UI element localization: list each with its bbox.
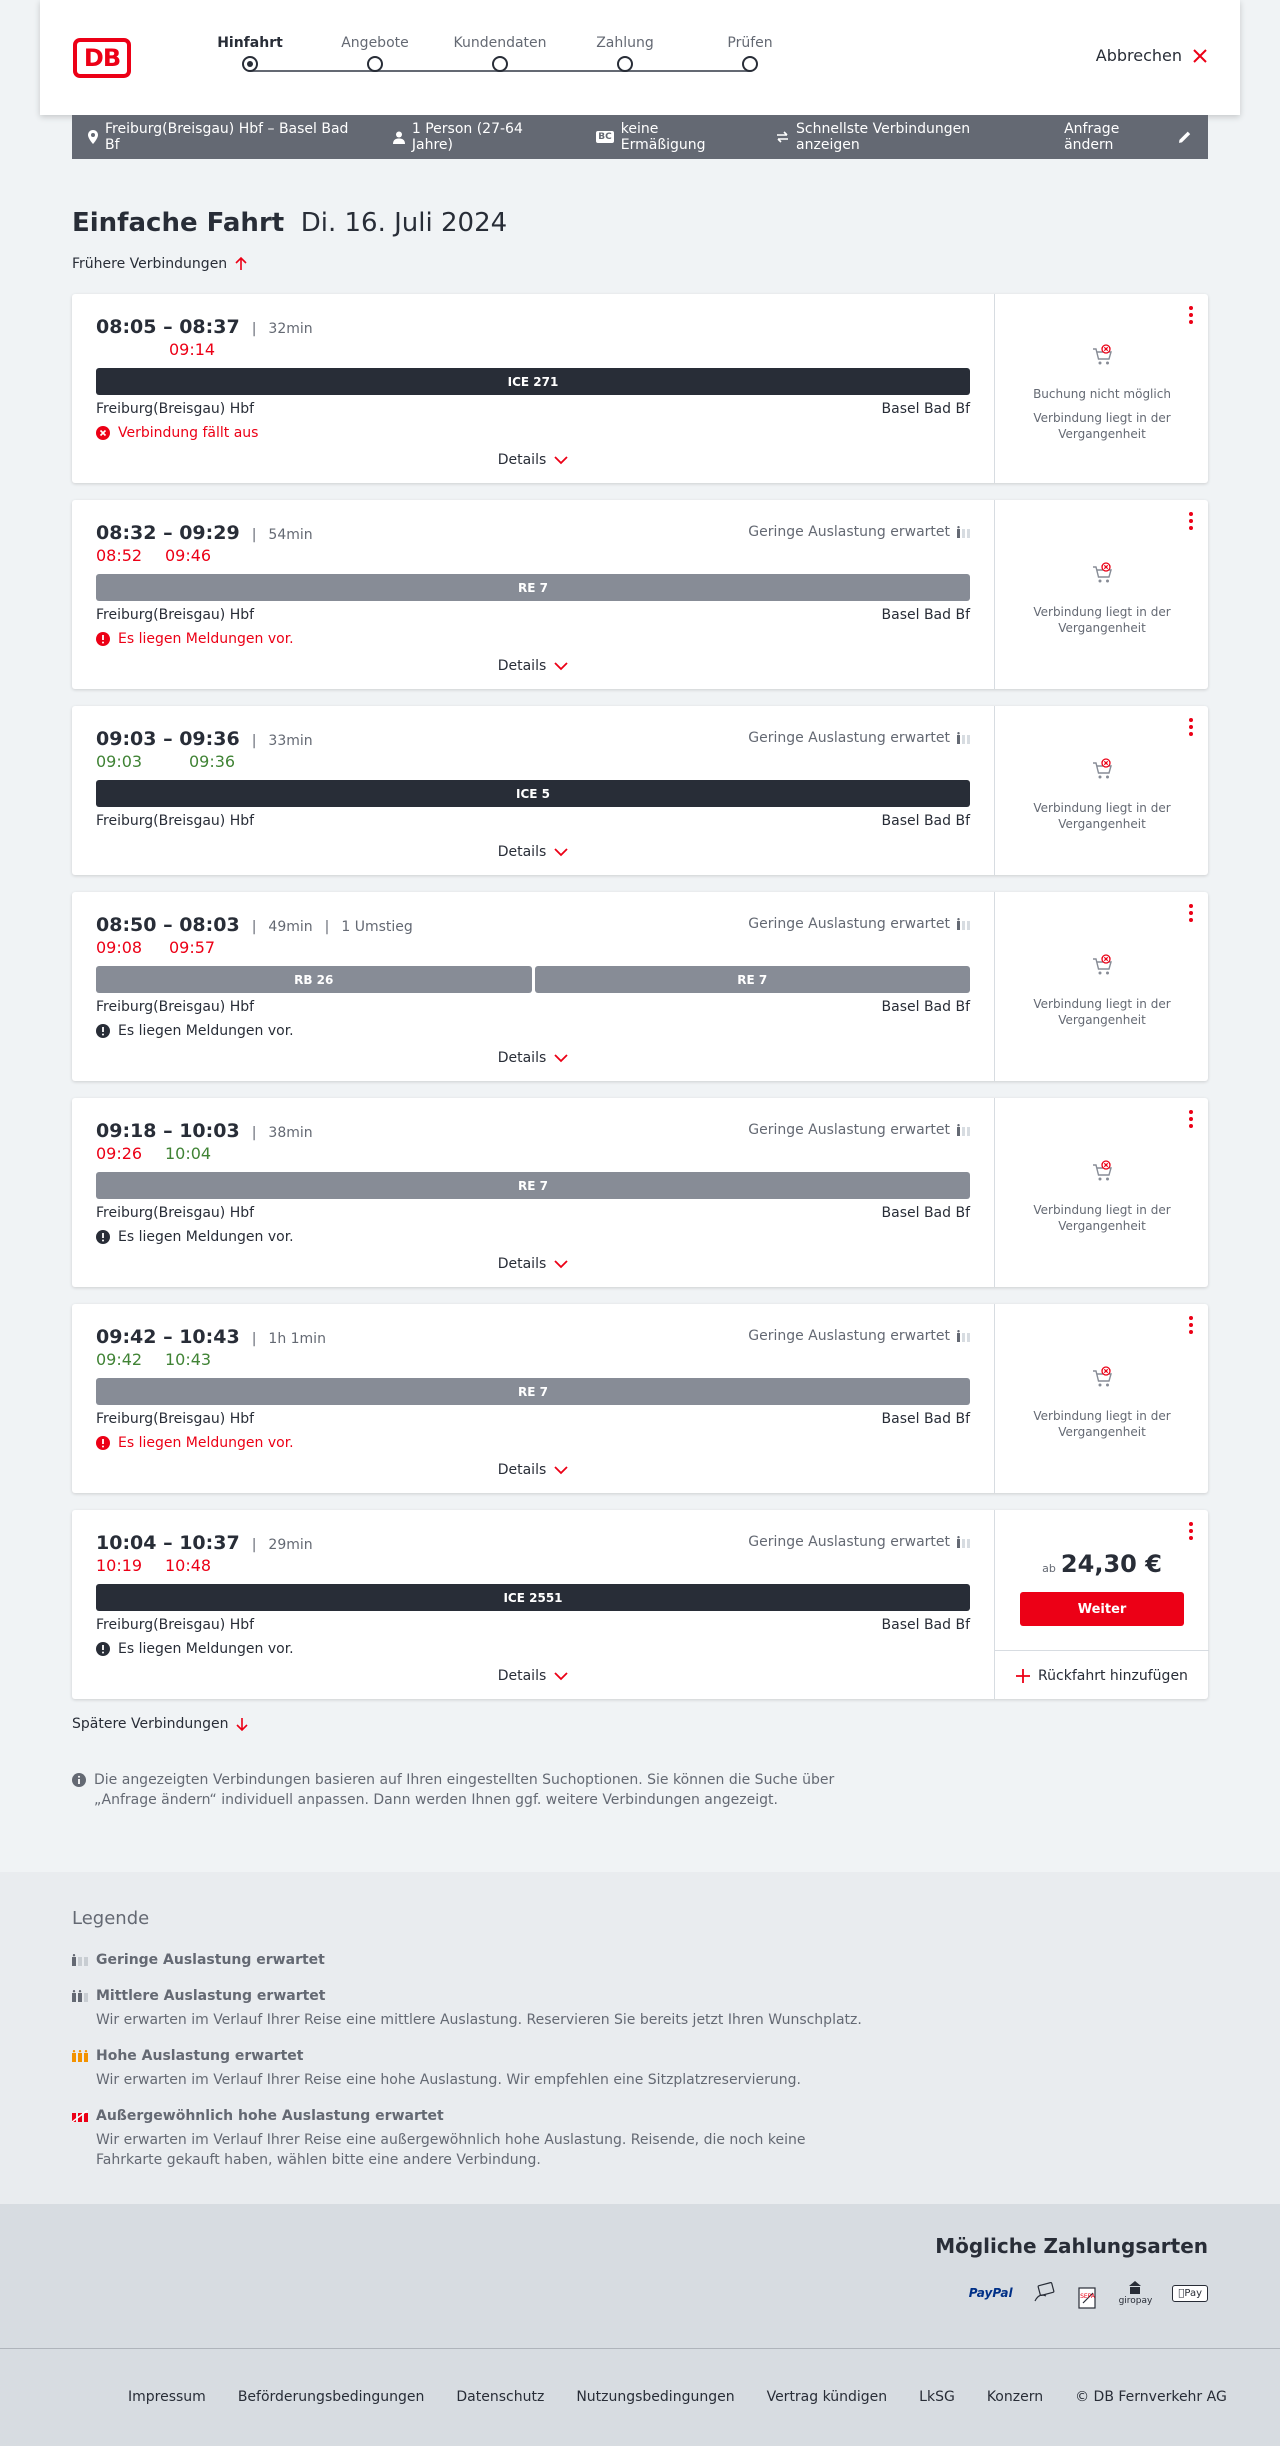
notice-text: Es liegen Meldungen vor.	[118, 1023, 294, 1039]
booking-panel	[994, 892, 1208, 1081]
payment-methods-section	[0, 2204, 1280, 2348]
notice-text: Verbindung fällt aus	[118, 425, 259, 441]
duration-value: 54min	[268, 527, 313, 543]
occupancy-low-icon	[956, 1124, 970, 1136]
booking-panel	[994, 706, 1208, 875]
stations	[96, 401, 970, 417]
details-label: Details	[497, 452, 547, 468]
details-toggle[interactable]	[72, 1668, 994, 1684]
occupancy-medium-icon	[72, 1990, 88, 2002]
destination-station: Basel Bad Bf	[881, 1617, 970, 1633]
connection-times	[96, 316, 970, 338]
realtime-times	[96, 340, 970, 362]
cart-unavailable-icon	[1091, 1160, 1115, 1184]
more-options-icon[interactable]	[1188, 1522, 1194, 1540]
person-icon	[393, 131, 405, 144]
origin-station: Freiburg(Breisgau) Hbf	[96, 813, 255, 829]
details-toggle[interactable]	[72, 452, 994, 468]
duration: | 49min | 1 Umstieg	[251, 919, 413, 935]
origin-station: Freiburg(Breisgau) Hbf	[96, 1205, 255, 1221]
realtime-times	[96, 752, 970, 774]
occupancy-info	[748, 1534, 970, 1550]
more-options-icon[interactable]	[1188, 306, 1194, 324]
step-label: Prüfen	[727, 35, 773, 51]
footer-link-befoerderungsbedingungen[interactable]: Beförderungsbedingungen	[237, 2389, 425, 2405]
messages-notice	[96, 631, 970, 647]
duration-value: 49min	[268, 919, 313, 935]
occupancy-info	[748, 730, 970, 746]
realtime-times	[96, 546, 970, 568]
footer-link-konzern[interactable]: Konzern	[986, 2389, 1044, 2405]
alert-circle-icon	[96, 1230, 110, 1244]
error-circle-icon	[96, 426, 110, 440]
cart-unavailable-icon	[1091, 562, 1115, 586]
realtime-departure: 09:03	[96, 752, 143, 771]
step-kundendaten	[440, 34, 560, 72]
origin-station: Freiburg(Breisgau) Hbf	[96, 1617, 255, 1633]
step-hinfahrt	[190, 34, 310, 72]
messages-notice	[96, 1435, 970, 1451]
origin-station: Freiburg(Breisgau) Hbf	[96, 999, 255, 1015]
train-bar[interactable]: RE 7	[535, 966, 971, 993]
paypal-icon: PayPal	[968, 2286, 1013, 2300]
train-bar[interactable]: ICE 2551	[96, 1584, 970, 1611]
booking-panel	[994, 294, 1208, 483]
details-toggle[interactable]	[72, 844, 994, 860]
realtime-arrival: 10:48	[165, 1556, 212, 1575]
realtime-departure: 10:19	[96, 1556, 143, 1575]
bahncard-icon: BC	[598, 132, 612, 142]
search-info-note	[72, 1770, 852, 1810]
more-options-icon[interactable]	[1188, 512, 1194, 530]
trip-type: Einfache Fahrt	[72, 208, 285, 238]
price-prefix: ab	[1042, 1562, 1056, 1575]
destination-station: Basel Bad Bf	[881, 401, 970, 417]
realtime-departure: 09:26	[96, 1144, 143, 1163]
payment-methods-title: Mögliche Zahlungsarten	[935, 2234, 1208, 2258]
details-label: Details	[497, 844, 547, 860]
destination-station: Basel Bad Bf	[881, 1411, 970, 1427]
details-toggle[interactable]	[72, 1050, 994, 1066]
duration-value: 1h 1min	[268, 1331, 326, 1347]
later-label: Spätere Verbindungen	[72, 1716, 229, 1732]
notice-text: Es liegen Meldungen vor.	[118, 1435, 294, 1451]
destination-station: Basel Bad Bf	[881, 1205, 970, 1221]
train-bar[interactable]: RE 7	[96, 1172, 970, 1199]
cart-unavailable-icon	[1091, 1366, 1115, 1390]
duration-value: 38min	[268, 1125, 313, 1141]
passengers-text: 1 Person (27-64 Jahre)	[411, 121, 523, 153]
trip-date: Di. 16. Juli 2024	[300, 208, 508, 238]
planned-times: 09:18 – 10:03	[96, 1120, 240, 1142]
train-segments	[96, 966, 970, 993]
sepa-icon	[1077, 2287, 1099, 2300]
duration: | 1h 1min	[251, 1331, 326, 1347]
footer-link-datenschutz[interactable]: Datenschutz	[456, 2389, 545, 2405]
occupancy-info	[748, 524, 970, 540]
arrow-down-icon	[236, 1717, 248, 1731]
alert-circle-icon	[96, 1024, 110, 1038]
legend-item-title: Hohe Auslastung erwartet	[96, 2048, 304, 2064]
swap-arrows-icon	[776, 131, 789, 143]
earlier-connections-link[interactable]	[72, 256, 247, 272]
legend-item-title: Mittlere Auslastung erwartet	[96, 1988, 326, 2004]
edit-query-button[interactable]	[1064, 121, 1192, 153]
realtime-times	[96, 1144, 970, 1166]
chevron-down-icon	[554, 848, 568, 857]
info-icon	[72, 1773, 86, 1787]
add-return-label: Rückfahrt hinzufügen	[1038, 1667, 1188, 1684]
step-dot	[492, 56, 508, 72]
planned-times: 08:50 – 08:03	[96, 914, 240, 936]
connection-card	[72, 1510, 1208, 1699]
occupancy-text: Geringe Auslastung erwartet	[748, 1122, 950, 1138]
train-bar[interactable]: RE 7	[96, 1378, 970, 1405]
legend-item-desc: Wir erwarten im Verlauf Ihrer Reise eine mittlere Auslastung. Reservieren Sie bereits jetzt Ihren Wunschplatz.	[96, 2012, 862, 2028]
chevron-down-icon	[554, 1054, 568, 1063]
planned-times: 08:05 – 08:37	[96, 316, 240, 338]
step-zahlung	[565, 34, 685, 72]
notice-text: Es liegen Meldungen vor.	[118, 1229, 294, 1245]
chevron-down-icon	[554, 1672, 568, 1681]
destination-station: Basel Bad Bf	[881, 999, 970, 1015]
step-label: Angebote	[341, 35, 409, 51]
footer-link-nutzungsbedingungen[interactable]: Nutzungsbedingungen	[576, 2389, 735, 2405]
query-option	[776, 121, 1032, 153]
apple-pay-icon	[1172, 2285, 1208, 2302]
details-label: Details	[497, 1256, 547, 1272]
legend-item-desc: Wir erwarten im Verlauf Ihrer Reise eine außergewöhnlich hohe Auslastung. Reisende, die noch keine Fahrkarte gekauft haben, wählen bitte eine andere Verbindung.	[96, 2132, 806, 2168]
occupancy-low-icon	[72, 1954, 88, 1966]
header	[40, 0, 1240, 115]
step-dot	[742, 56, 758, 72]
alert-circle-icon	[96, 1642, 110, 1656]
query-route	[88, 121, 361, 153]
planned-times: 09:42 – 10:43	[96, 1326, 240, 1348]
duration-value: 29min	[268, 1537, 313, 1553]
footer-link-lksg[interactable]: LkSG	[919, 2389, 955, 2405]
train-bar[interactable]: ICE 271	[96, 368, 970, 395]
giropay-icon	[1119, 2280, 1153, 2306]
occupancy-info	[748, 1328, 970, 1344]
stations	[96, 999, 970, 1015]
cart-unavailable-icon	[1091, 758, 1115, 782]
realtime-arrival: 10:04	[165, 1144, 212, 1163]
price-value: 24,30 €	[1060, 1550, 1162, 1578]
past-connection-message: Verbindung liegt in der Vergangenheit	[1033, 411, 1171, 441]
planned-times: 09:03 – 09:36	[96, 728, 240, 750]
origin-station: Freiburg(Breisgau) Hbf	[96, 401, 255, 417]
legend-item-title: Geringe Auslastung erwartet	[96, 1952, 325, 1968]
later-connections-link[interactable]	[72, 1716, 248, 1732]
db-logo[interactable]: DB	[73, 38, 131, 78]
chevron-down-icon	[554, 1260, 568, 1269]
step-label: Kundendaten	[453, 35, 547, 51]
booking-panel	[994, 500, 1208, 689]
duration: | 38min	[251, 1125, 313, 1141]
destination-station: Basel Bad Bf	[881, 813, 970, 829]
footer-copyright: © DB Fernverkehr AG	[1075, 2389, 1227, 2405]
details-label: Details	[497, 1462, 547, 1478]
connection-card	[72, 500, 1208, 689]
realtime-arrival: 09:14	[169, 340, 216, 359]
cart-unavailable-icon	[1091, 344, 1115, 368]
progress-stepper	[210, 34, 780, 84]
notice-text: Es liegen Meldungen vor.	[118, 1641, 294, 1657]
stations	[96, 1617, 970, 1633]
legend-item-extreme	[72, 2108, 872, 2170]
step-label: Hinfahrt	[217, 35, 283, 51]
occupancy-low-icon	[956, 732, 970, 744]
booking-panel	[994, 1098, 1208, 1287]
duration: | 54min	[251, 527, 313, 543]
realtime-arrival: 09:46	[165, 546, 212, 565]
pencil-icon	[1178, 130, 1192, 144]
details-toggle[interactable]	[72, 1462, 994, 1478]
earlier-label: Frühere Verbindungen	[72, 256, 228, 272]
occupancy-info	[748, 1122, 970, 1138]
realtime-departure: 09:42	[96, 1350, 143, 1369]
more-options-icon[interactable]	[1188, 904, 1194, 922]
realtime-arrival: 09:57	[169, 938, 216, 957]
stations	[96, 1411, 970, 1427]
footer	[0, 2348, 1280, 2446]
details-label: Details	[497, 658, 547, 674]
page-title	[72, 208, 507, 238]
route-text: Freiburg(Breisgau) Hbf – Basel Bad Bf	[105, 121, 349, 153]
footer-link-vertrag-kuendigen[interactable]: Vertrag kündigen	[766, 2389, 888, 2405]
more-options-icon[interactable]	[1188, 1110, 1194, 1128]
location-pin-icon	[88, 130, 98, 144]
legend-title: Legende	[72, 1908, 150, 1929]
arrow-up-icon	[235, 257, 247, 271]
discount-text: keine Ermäßigung	[620, 121, 706, 153]
occupancy-extreme-icon	[72, 2110, 88, 2122]
more-options-icon[interactable]	[1188, 1316, 1194, 1334]
footer-links	[128, 2389, 1227, 2405]
cancel-button[interactable]	[1096, 46, 1208, 65]
cancellation-notice	[96, 425, 970, 441]
train-bar[interactable]: RE 7	[96, 574, 970, 601]
connection-card	[72, 1304, 1208, 1493]
occupancy-low-icon	[956, 526, 970, 538]
cart-unavailable-icon	[1091, 954, 1115, 978]
step-label: Zahlung	[596, 35, 654, 51]
connection-card	[72, 706, 1208, 875]
past-connection-message: Verbindung liegt in der Vergangenheit	[1033, 997, 1171, 1027]
past-connection-message: Verbindung liegt in der Vergangenheit	[1033, 801, 1171, 831]
alert-circle-icon	[96, 1436, 110, 1450]
step-dot-active	[242, 56, 258, 72]
more-options-icon[interactable]	[1188, 718, 1194, 736]
connection-card	[72, 294, 1208, 483]
planned-times: 10:04 – 10:37	[96, 1532, 240, 1554]
occupancy-info	[748, 916, 970, 932]
cancel-label: Abbrechen	[1095, 46, 1182, 65]
occupancy-high-icon	[72, 2050, 88, 2062]
booking-panel	[994, 1304, 1208, 1493]
destination-station: Basel Bad Bf	[881, 607, 970, 623]
giropay-label: giropay	[1118, 2296, 1153, 2306]
footer-link-impressum[interactable]: Impressum	[128, 2389, 206, 2405]
legend-item-low	[72, 1952, 872, 1968]
step-dot	[617, 56, 633, 72]
alert-circle-icon	[96, 632, 110, 646]
details-label: Details	[497, 1668, 547, 1684]
details-toggle[interactable]	[72, 658, 994, 674]
transfers: 1 Umstieg	[341, 919, 413, 935]
past-connection-message: Verbindung liegt in der Vergangenheit	[1033, 1409, 1171, 1439]
train-bar[interactable]: RB 26	[96, 966, 532, 993]
origin-station: Freiburg(Breisgau) Hbf	[96, 607, 255, 623]
legend-section	[0, 1872, 1280, 2204]
continue-button[interactable]: Weiter	[1020, 1592, 1184, 1626]
edit-query-label: Anfrage ändern	[1064, 121, 1120, 153]
train-bar[interactable]: ICE 5	[96, 780, 970, 807]
stations	[96, 813, 970, 829]
past-connection-message: Verbindung liegt in der Vergangenheit	[1033, 605, 1171, 635]
step-pruefen	[690, 34, 810, 72]
stations	[96, 1205, 970, 1221]
close-icon	[1192, 48, 1208, 64]
chevron-down-icon	[554, 456, 568, 465]
messages-notice	[96, 1641, 970, 1657]
booking-unavailable-title: Buchung nicht möglich	[1033, 387, 1171, 401]
step-angebote	[315, 34, 435, 72]
stations	[96, 607, 970, 623]
legend-item-title: Außergewöhnlich hohe Auslastung erwartet	[96, 2108, 444, 2124]
info-note-text: Die angezeigten Verbindungen basieren auf Ihren eingestellten Suchoptionen. Sie können die Suche über „Anfrage ändern“ individuell anpassen. Dann werden Ihnen ggf. weitere Verbindungen angezeigt.	[94, 1772, 835, 1808]
add-return-trip-button[interactable]	[995, 1650, 1209, 1700]
realtime-departure: 08:52	[96, 546, 143, 565]
duration: | 29min	[251, 1537, 313, 1553]
details-label: Details	[497, 1050, 547, 1066]
plus-icon	[1016, 1669, 1030, 1683]
chevron-down-icon	[554, 662, 568, 671]
realtime-departure: 09:08	[96, 938, 143, 957]
credit-card-hand-icon	[1033, 2281, 1057, 2305]
occupancy-text: Geringe Auslastung erwartet	[748, 524, 950, 540]
option-text: Schnellste Verbindungen anzeigen	[796, 121, 971, 153]
occupancy-low-icon	[956, 1330, 970, 1342]
legend-item-desc: Wir erwarten im Verlauf Ihrer Reise eine hohe Auslastung. Wir empfehlen eine Sitzplatzreservierung.	[96, 2072, 801, 2088]
occupancy-text: Geringe Auslastung erwartet	[748, 1534, 950, 1550]
price	[995, 1550, 1209, 1578]
origin-station: Freiburg(Breisgau) Hbf	[96, 1411, 255, 1427]
occupancy-low-icon	[956, 918, 970, 930]
duration-value: 33min	[268, 733, 313, 749]
connection-card	[72, 892, 1208, 1081]
query-summary-bar	[72, 115, 1208, 159]
query-passengers	[393, 121, 564, 153]
payment-icons	[969, 2280, 1208, 2306]
realtime-times	[96, 1350, 970, 1372]
realtime-arrival: 10:43	[165, 1350, 212, 1369]
apple-pay-label: Pay	[1184, 2287, 1202, 2299]
occupancy-text: Geringe Auslastung erwartet	[748, 730, 950, 746]
duration: | 33min	[251, 733, 313, 749]
details-toggle[interactable]	[72, 1256, 994, 1272]
query-discount	[596, 121, 744, 153]
chevron-down-icon	[554, 1466, 568, 1475]
realtime-arrival: 09:36	[189, 752, 236, 771]
occupancy-text: Geringe Auslastung erwartet	[748, 1328, 950, 1344]
messages-notice	[96, 1023, 970, 1039]
occupancy-text: Geringe Auslastung erwartet	[748, 916, 950, 932]
sepa-label: SEPA	[1080, 2292, 1096, 2300]
notice-text: Es liegen Meldungen vor.	[118, 631, 294, 647]
planned-times: 08:32 – 09:29	[96, 522, 240, 544]
legend-item-high	[72, 2048, 872, 2090]
legend-item-medium	[72, 1988, 872, 2030]
booking-panel	[994, 1510, 1208, 1699]
duration-value: 32min	[268, 321, 313, 337]
realtime-times	[96, 938, 970, 960]
realtime-times	[96, 1556, 970, 1578]
connection-card	[72, 1098, 1208, 1287]
messages-notice	[96, 1229, 970, 1245]
duration: | 32min	[251, 321, 313, 337]
step-dot	[367, 56, 383, 72]
occupancy-low-icon	[956, 1536, 970, 1548]
past-connection-message: Verbindung liegt in der Vergangenheit	[1033, 1203, 1171, 1233]
